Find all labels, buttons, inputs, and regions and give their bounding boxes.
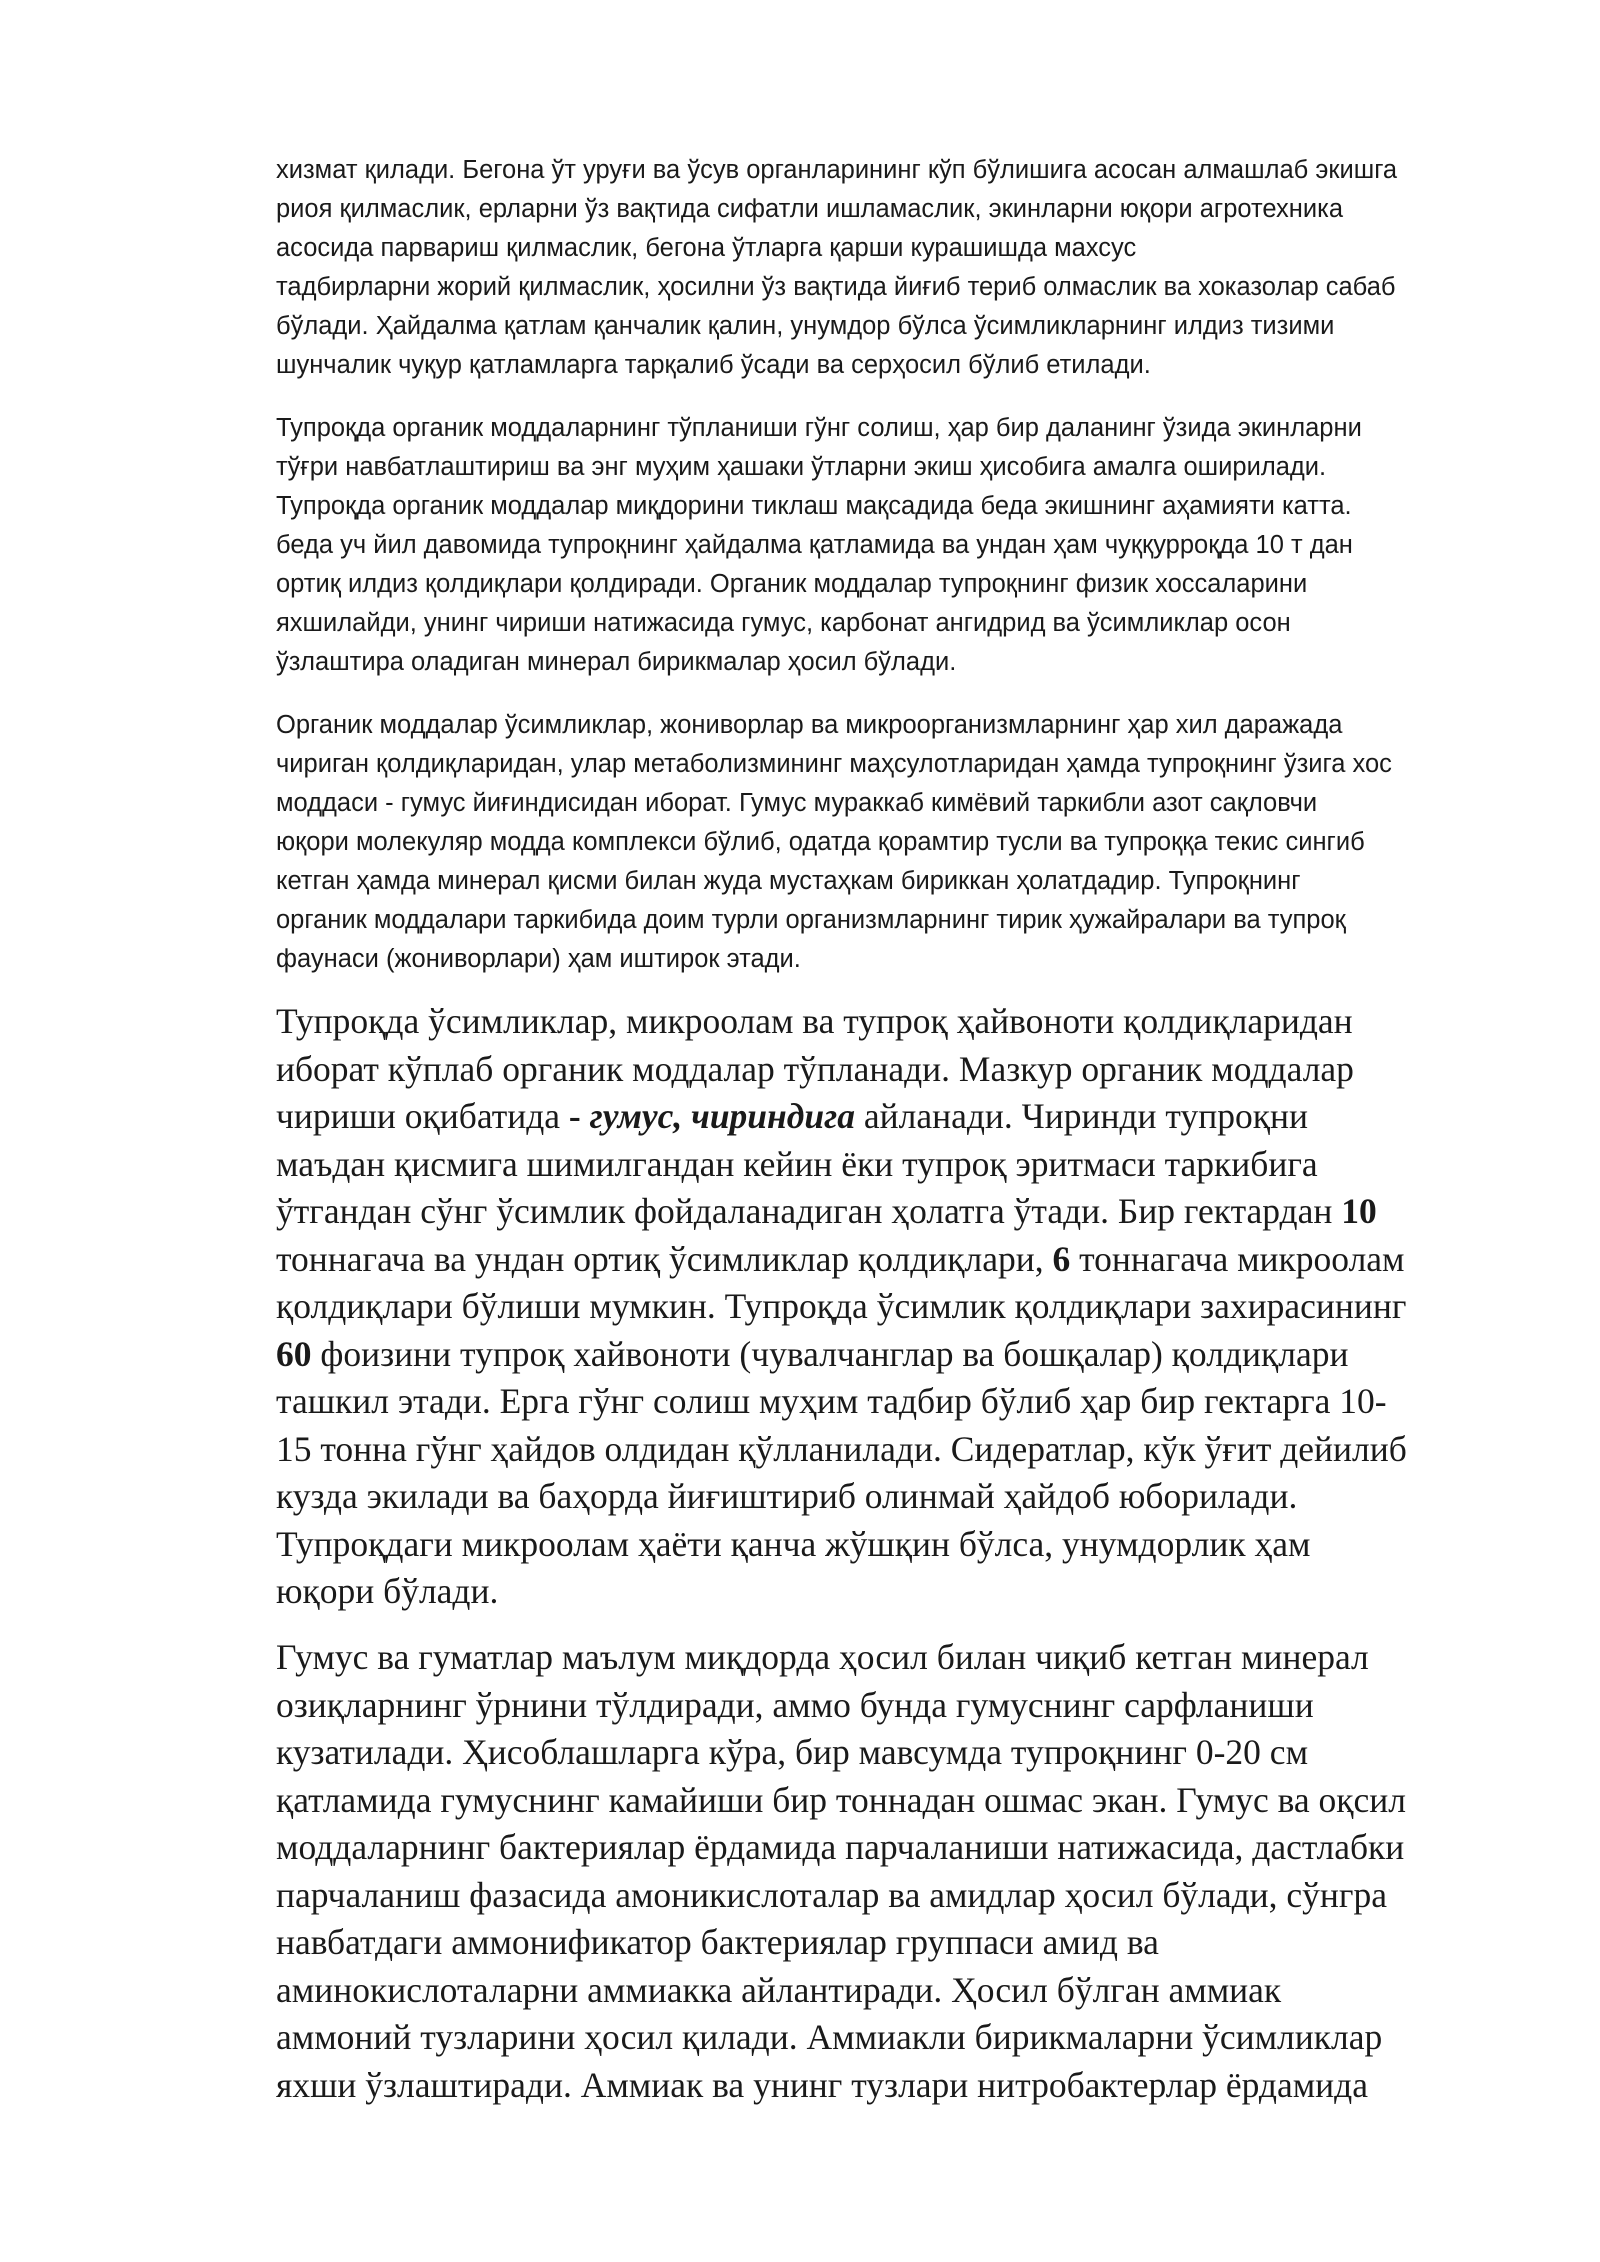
paragraph-humus-mineralization — [276, 1634, 1498, 2109]
text-line: кузда экилади ва баҳорда йиғиштириб олинмай ҳайдоб юборилади. — [276, 1476, 1298, 1516]
text-line: моддаларнинг бактериялар ёрдамида парчаланиши натижасида, дастлабки — [276, 1827, 1405, 1867]
text-line: ўзлаштира оладиган минерал бирикмалар ҳосил бўлади. — [276, 648, 957, 676]
text-line — [276, 1188, 1498, 1236]
bold-number: 10 — [1341, 1191, 1377, 1231]
text-line: маъдан қисмига шимилгандан кейин ёки тупроқ эритмаси таркибига — [276, 1143, 1318, 1184]
text-line: бўлади. Ҳайдалма қатлам қанчалик қалин, унумдор бўлса ўсимликларнинг илдиз тизими — [276, 312, 1335, 340]
text-line: асосида парвариш қилмаслик, бегона ўтларга қарши курашишда махсус — [276, 234, 1137, 262]
text-line: хизмат қилади. Бегона ўт уруғи ва ўсув органларининг кўп бўлишига асосан алмашлаб экишга — [276, 156, 1398, 184]
text-run: айланади. Чиринди тупроқни — [854, 1096, 1308, 1136]
text-line: Тупроқдаги микроолам ҳаёти қанча жўшқин бўлса, унумдорлик ҳам — [276, 1523, 1311, 1564]
text-line: 15 тонна гўнг ҳайдов олдидан қўлланилади. Сидератлар, кўк ўғит дейилиб — [276, 1428, 1407, 1469]
text-line: озиқларнинг ўрнини тўлдиради, аммо бунда гумуснинг сарфланиши — [276, 1684, 1314, 1725]
text-run: тоннагача микроолам — [1070, 1238, 1405, 1279]
text-line: юқори молекуляр модда комплекси бўлиб, одатда қорамтир тусли ва тупроққа текис сингиб — [276, 828, 1365, 856]
text-line: шунчалик чуқур қатламларга тарқалиб ўсади ва серҳосил бўлиб етилади. — [276, 351, 1151, 379]
paragraph-humus-formation — [276, 998, 1498, 1616]
text-line: тўғри навбатлаштириш ва энг муҳим ҳашаки ўтларни экиш ҳисобига амалга оширилади. — [276, 453, 1327, 481]
paragraph-organic-accumulation — [276, 409, 1498, 682]
text-run: ўтгандан сўнг ўсимлик фойдаланадиган ҳолатга ўтади. Бир гектардан — [276, 1191, 1342, 1231]
text-line: риоя қилмаслик, ерларни ўз вақтида сифатли ишламаслик, экинларни юқори агротехника — [276, 195, 1344, 223]
text-line: Тупроқда органик моддаларнинг тўпланиши гўнг солиш, ҳар бир даланинг ўзида экинларни — [276, 414, 1362, 442]
text-line: Тупроқда органик моддалар миқдорини тиклаш мақсадида беда экишнинг аҳамияти катта. — [276, 492, 1352, 520]
text-line: юқори бўлади. — [276, 1571, 499, 1611]
bold-number: 6 — [1052, 1238, 1071, 1279]
text-line: моддаси - гумус йиғиндисидан иборат. Гумус мураккаб кимёвий таркибли азот сақловчи — [276, 789, 1318, 817]
text-line: яхши ўзлаштиради. Аммиак ва унинг тузлари нитробактерлар ёрдамида — [276, 2064, 1368, 2105]
text-run: фоизини тупроқ хайвоноти (чувалчанглар ва бошқалар) қолдиқлари — [311, 1333, 1349, 1374]
text-line — [276, 1236, 1498, 1284]
text-line: ортиқ илдиз қолдиқлари қолдиради. Органик моддалар тупроқнинг физик хоссаларини — [276, 570, 1308, 598]
text-line: беда уч йил давомида тупроқнинг ҳайдалма қатламида ва ундан ҳам чуққурроқда 10 т дан — [276, 531, 1353, 559]
text-line: кетган ҳамда минерал қисми билан жуда мустаҳкам бириккан ҳолатдадир. Тупроқнинг — [276, 867, 1301, 895]
text-line: қолдиқлари бўлиши мумкин. Тупроқда ўсимлик қолдиқлари захирасининг — [276, 1286, 1407, 1326]
text-line: яхшилайди, унинг чириши натижасида гумус, карбонат ангидрид ва ўсимликлар осон — [276, 609, 1291, 637]
text-line: иборат кўплаб органик моддалар тўпланади. Мазкур органик моддалар — [276, 1048, 1354, 1089]
text-line: Органик моддалар ўсимликлар, жониворлар ва микроорганизмларнинг ҳар хил даражада — [276, 711, 1343, 739]
text-line: Тупроқда ўсимликлар, микроолам ва тупроқ ҳайвоноти қолдиқларидан — [276, 1001, 1353, 1041]
bold-number: 60 — [276, 1333, 312, 1374]
bold-dash: - — [568, 1096, 581, 1136]
text-line — [276, 1093, 1498, 1141]
text-run: чириши оқибатида — [276, 1096, 569, 1136]
text-line: чириган қолдиқларидан, улар метаболизмининг маҳсулотларидан ҳамда тупроқнинг ўзига хос — [276, 750, 1392, 778]
text-line: ташкил этади. Ерга гўнг солиш муҳим тадбир бўлиб ҳар бир гектарга 10- — [276, 1381, 1387, 1421]
text-line: Гумус ва гуматлар маълум миқдорда ҳосил билан чиқиб кетган минерал — [276, 1637, 1369, 1677]
paragraph-weeds-tillage — [276, 151, 1498, 385]
text-line: фаунаси (жониворлари) ҳам иштирок этади. — [276, 945, 801, 973]
paragraph-organic-matter — [276, 706, 1498, 979]
text-line — [276, 1331, 1498, 1379]
text-line: аммоний тузларини ҳосил қилади. Аммиакли бирикмаларни ўсимликлар — [276, 2017, 1383, 2057]
text-line: парчаланиш фазасида амоникислоталар ва амидлар ҳосил бўлади, сўнгра — [276, 1874, 1387, 1915]
text-line: кузатилади. Ҳисоблашларга кўра, бир мавсумда тупроқнинг 0-20 см — [276, 1732, 1309, 1772]
text-run: тоннагача ва ундан ортиқ ўсимликлар қолдиқлари, — [276, 1238, 1053, 1279]
text-line: навбатдаги аммонификатор бактериялар группаси амид ва — [276, 1922, 1159, 1962]
text-line: тадбирларни жорий қилмаслик, ҳосилни ўз вақтида йиғиб териб олмаслик ва хоказолар сабаб — [276, 273, 1396, 301]
text-line: аминокислоталарни аммиакка айлантиради. Ҳосил бўлган аммиак — [276, 1969, 1282, 2010]
text-line: қатламида гумуснинг камайиши бир тоннадан ошмас экан. Гумус ва оқсил — [276, 1779, 1407, 1820]
humus-term: гумус, чириндига — [580, 1096, 855, 1136]
text-line: органик моддалари таркибида доим турли организмларнинг тирик ҳужайралари ва тупроқ — [276, 906, 1346, 934]
